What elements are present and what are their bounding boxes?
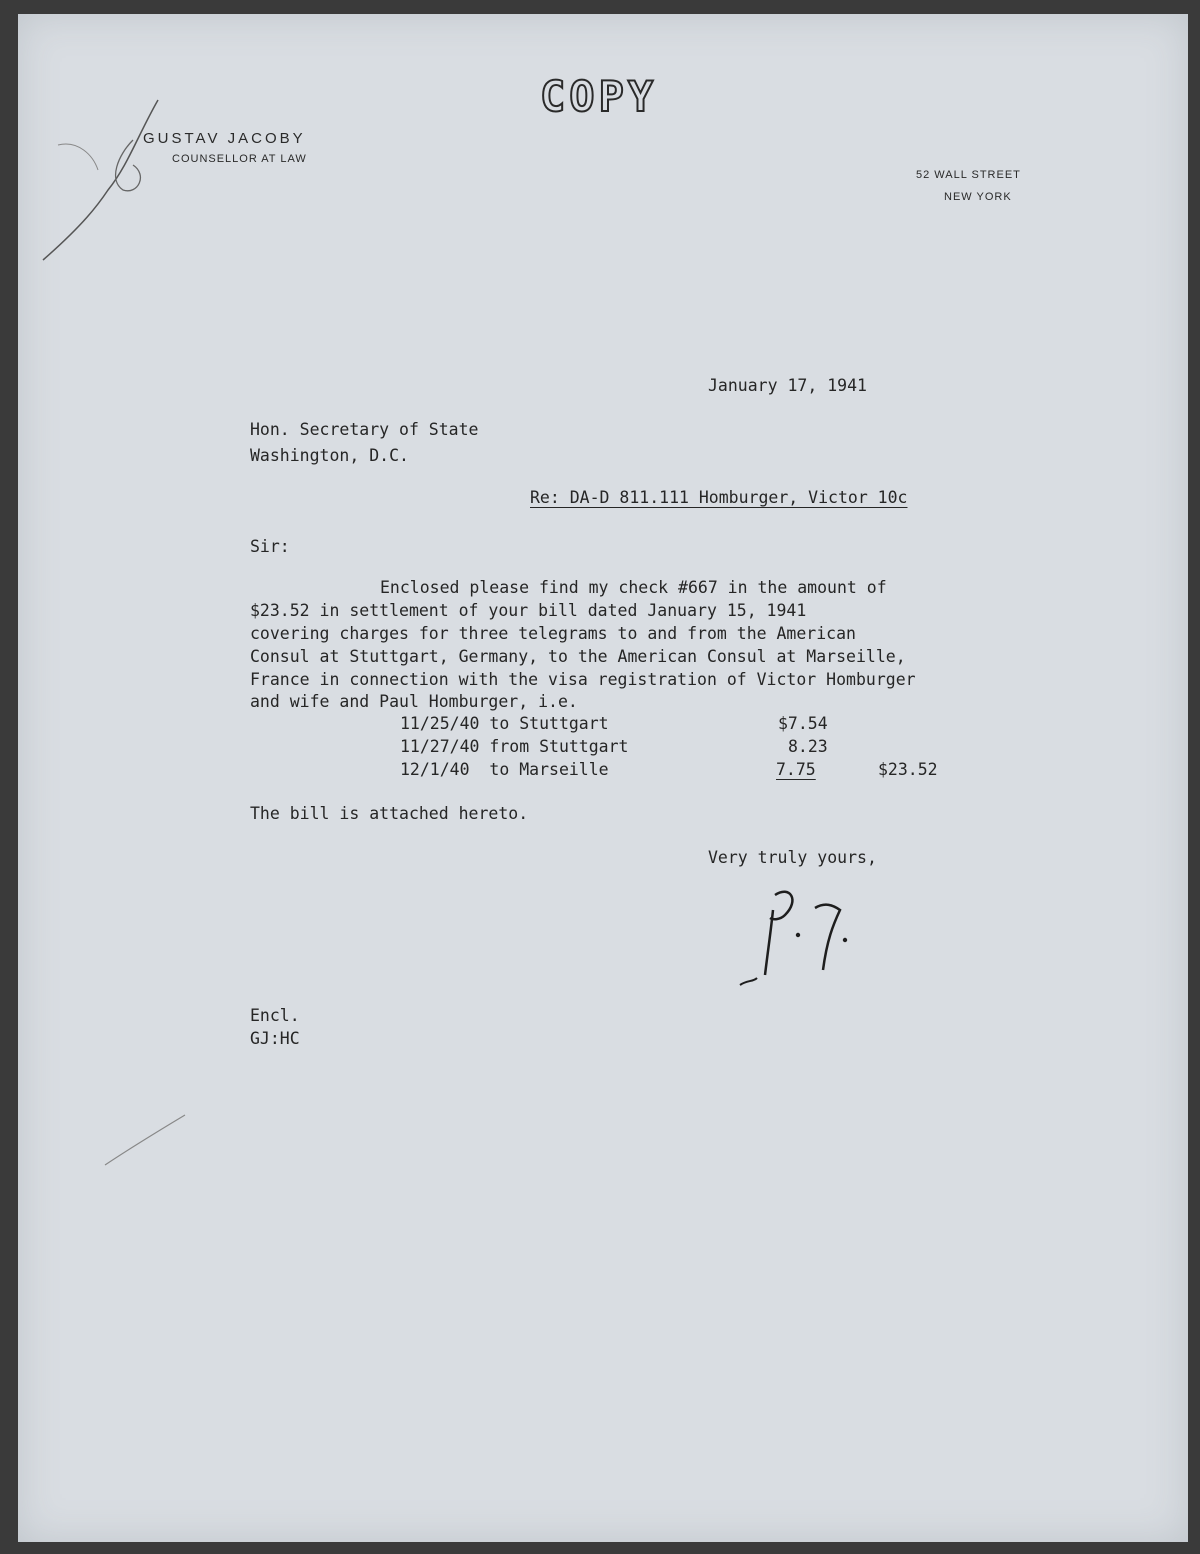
body-line: and wife and Paul Homburger, i.e. xyxy=(250,692,578,711)
body-line: Enclosed please find my check #667 in the amount of xyxy=(380,578,887,597)
charge-description: 11/25/40 to Stuttgart xyxy=(400,714,609,733)
signature-initials-icon xyxy=(735,880,855,990)
body-line: $23.52 in settlement of your bill dated January 15, 1941 xyxy=(250,601,807,620)
charge-amount: $7.54 xyxy=(778,714,828,733)
salutation: Sir: xyxy=(250,537,290,556)
copy-stamp: COPY xyxy=(540,72,658,121)
charge-amount: 7.75 xyxy=(776,760,816,779)
margin-pencil-mark-icon xyxy=(100,1110,190,1170)
letterhead-address-city: NEW YORK xyxy=(944,191,1012,203)
enclosure-note: Encl. xyxy=(250,1006,300,1025)
letterhead-name: GUSTAV JACOBY xyxy=(143,130,306,147)
letterhead-scribble-icon xyxy=(38,95,168,265)
reference-line: Re: DA-D 811.111 Homburger, Victor 10c xyxy=(530,488,908,507)
body-line: France in connection with the visa registration of Victor Homburger xyxy=(250,670,916,689)
body-line: covering charges for three telegrams to and from the American xyxy=(250,624,856,643)
reference-initials: GJ:HC xyxy=(250,1029,300,1048)
letterhead-address-street: 52 WALL STREET xyxy=(916,169,1021,181)
charge-description: 11/27/40 from Stuttgart xyxy=(400,737,629,756)
recipient-line-1: Hon. Secretary of State xyxy=(250,420,479,439)
body-line: Consul at Stuttgart, Germany, to the American Consul at Marseille, xyxy=(250,647,906,666)
letterhead-title: COUNSELLOR AT LAW xyxy=(172,153,307,165)
letter-date: January 17, 1941 xyxy=(708,376,867,395)
closing-note: The bill is attached hereto. xyxy=(250,804,529,823)
recipient-line-2: Washington, D.C. xyxy=(250,446,409,465)
closing: Very truly yours, xyxy=(708,848,877,867)
charge-total: $23.52 xyxy=(878,760,938,779)
charge-amount: 8.23 xyxy=(788,737,828,756)
charge-description: 12/1/40 to Marseille xyxy=(400,760,609,779)
